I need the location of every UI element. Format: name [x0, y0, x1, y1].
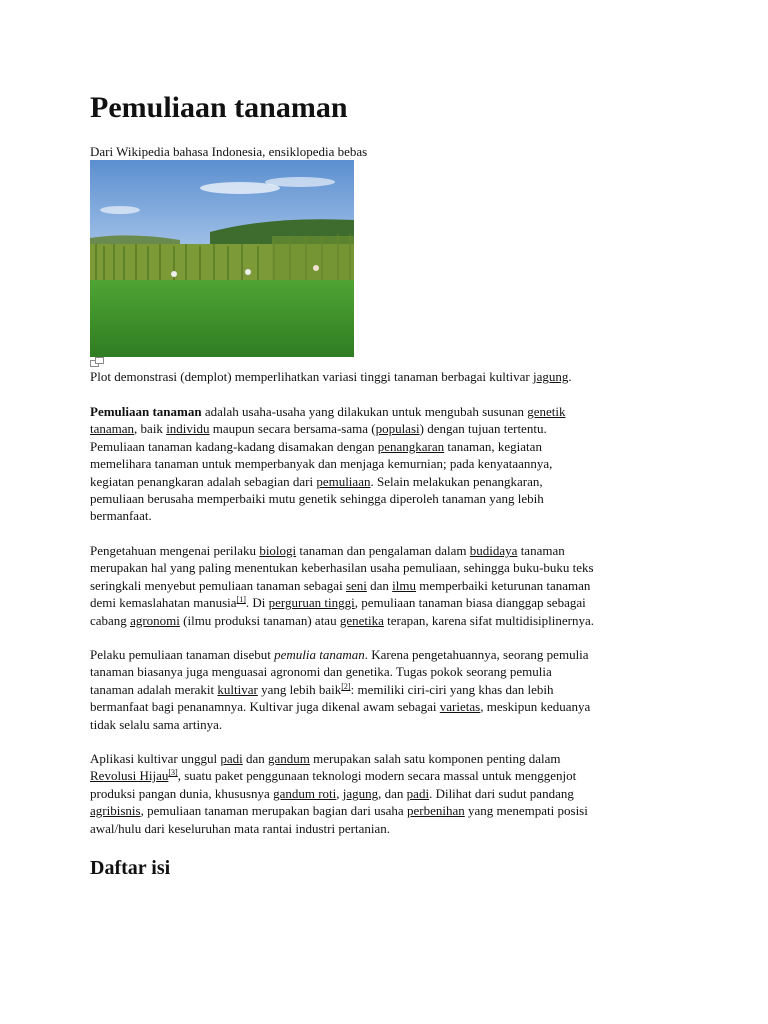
- text-line: [90, 473, 680, 490]
- text-line: [90, 542, 680, 559]
- text-line: [90, 750, 680, 767]
- text-line: pemuliaan berusaha memperbaiki mutu genetik sehingga diperoleh tanaman yang lebih: [90, 491, 544, 507]
- link-gandum[interactable]: gandum: [268, 751, 310, 766]
- text-line: [90, 698, 680, 715]
- text-line: merupakan hal yang paling menentukan keberhasilan usaha pemuliaan, sehingga buku-buku teks: [90, 560, 594, 576]
- link-populasi[interactable]: populasi: [375, 421, 420, 437]
- text: : memiliki ciri-ciri yang khas dan lebih: [350, 681, 554, 697]
- image-caption: [90, 369, 572, 385]
- text: , pemuliaan tanaman biasa dianggap sebagai: [354, 595, 586, 611]
- text: , pemuliaan tanaman merupakan bagian dari usaha: [140, 803, 407, 819]
- link-varietas[interactable]: varietas: [439, 699, 481, 715]
- link-kultivar[interactable]: kultivar: [217, 681, 258, 697]
- link-seni[interactable]: seni: [345, 577, 367, 593]
- text-line: [90, 594, 680, 611]
- link-perbenihan[interactable]: perbenihan: [406, 803, 465, 819]
- text-line: [90, 646, 680, 663]
- text: maupun secara bersama-sama (: [209, 421, 376, 437]
- text: , suatu paket penggunaan teknologi modern secara massal untuk menggenjot: [177, 768, 577, 784]
- enlarge-icon[interactable]: [90, 357, 104, 367]
- text: , baik: [134, 421, 167, 437]
- text: tanaman adalah merakit: [90, 681, 218, 697]
- link-padi[interactable]: padi: [220, 751, 243, 766]
- site-tagline: Dari Wikipedia bahasa Indonesia, ensiklopedia bebas: [90, 144, 368, 159]
- reference-2[interactable]: [2]: [341, 681, 351, 691]
- text: tanaman, kegiatan: [444, 438, 542, 454]
- bold-term: Pemuliaan tanaman: [90, 404, 202, 419]
- toc-heading: Daftar isi: [90, 857, 171, 879]
- link-jagung[interactable]: jagung: [532, 369, 569, 384]
- link-ilmu[interactable]: ilmu: [392, 577, 417, 593]
- text: dan: [366, 577, 393, 593]
- text: . Karena pengetahuannya, seorang pemulia: [364, 647, 589, 662]
- link-padi[interactable]: padi: [406, 785, 430, 801]
- link-biologi[interactable]: biologi: [259, 543, 297, 558]
- text: memperbaiki keturunan tanaman: [416, 577, 591, 593]
- text: terapan, karena sifat multidisiplinernya.: [383, 612, 594, 628]
- text: . Di: [245, 595, 269, 611]
- link-gandum-roti[interactable]: gandum roti: [273, 785, 337, 801]
- text: yang lebih baik: [257, 681, 342, 697]
- text: . Dilihat dari sudut pandang: [429, 785, 574, 801]
- text-line: [90, 785, 680, 802]
- text: yang menempati posisi: [464, 803, 588, 819]
- paragraph-knowledge: [90, 542, 680, 629]
- link-agribisnis[interactable]: agribisnis: [90, 803, 141, 819]
- text: cabang: [90, 612, 131, 628]
- italic-term: pemulia tanaman: [274, 647, 365, 662]
- cornfield-illustration: [90, 160, 354, 357]
- paragraph-intro: [90, 403, 680, 525]
- text-line: [90, 612, 680, 629]
- text-line: [90, 403, 680, 420]
- paragraph-breeder: [90, 646, 680, 733]
- text: , dan: [378, 785, 407, 801]
- text-line: [90, 802, 680, 819]
- text: kegiatan penangkaran adalah sebagian dari: [90, 473, 317, 489]
- text: (ilmu produksi tanaman) atau: [179, 612, 340, 628]
- reference-1[interactable]: [1]: [236, 595, 246, 605]
- text: seringkali menyebut pemuliaan tanaman sebagai: [90, 577, 346, 593]
- text: ) dengan tujuan tertentu.: [419, 421, 547, 437]
- text: tanaman dan pengalaman dalam: [296, 543, 470, 558]
- cornfield-photo[interactable]: [90, 160, 354, 357]
- text: Pelaku pemuliaan tanaman disebut: [90, 647, 275, 662]
- text-line: [90, 767, 680, 784]
- link-genetik-tanaman[interactable]: genetik: [527, 404, 566, 419]
- text-line: bermanfaat.: [90, 508, 152, 524]
- text: demi kemaslahatan manusia: [90, 595, 237, 611]
- text: Pengetahuan mengenai perilaku: [90, 543, 260, 558]
- link-jagung[interactable]: jagung: [342, 785, 379, 801]
- text-line: tanaman biasanya juga menguasai agronomi dan genetika. Tugas pokok seorang pemulia: [90, 664, 552, 680]
- text-line: [90, 420, 680, 437]
- text-line: awal/hulu dari keseluruhan mata rantai industri pertanian.: [90, 820, 390, 836]
- text: produksi pangan dunia, khususnya: [90, 785, 274, 801]
- text-line: [90, 577, 680, 594]
- page-title: Pemuliaan tanaman: [90, 91, 348, 124]
- link-individu[interactable]: individu: [166, 421, 210, 437]
- caption-text: Plot demonstrasi (demplot) memperlihatkan variasi tinggi tanaman berbagai kultivar: [90, 369, 533, 384]
- text-line: [90, 681, 680, 698]
- text: ,: [336, 785, 343, 801]
- text: Pemuliaan tanaman kadang-kadang disamakan dengan: [90, 438, 378, 454]
- link-genetik-tanaman[interactable]: tanaman: [90, 421, 135, 437]
- link-penangkaran[interactable]: penangkaran: [377, 438, 445, 454]
- reference-3[interactable]: [3]: [168, 768, 178, 778]
- text: dan: [242, 751, 269, 766]
- link-perguruan-tinggi[interactable]: perguruan tinggi: [268, 595, 355, 611]
- link-pemuliaan[interactable]: pemuliaan: [316, 473, 371, 489]
- link-budidaya[interactable]: budidaya: [469, 543, 518, 558]
- text-line: memelihara tanaman untuk memperbanyak dan menjaga kemurnian; pada kenyataannya,: [90, 456, 553, 472]
- text: Aplikasi kultivar unggul: [90, 751, 221, 766]
- link-revolusi-hijau[interactable]: Revolusi Hijau: [90, 768, 169, 784]
- text: , meskipun keduanya: [480, 699, 591, 715]
- text-line: tidak selalu sama artinya.: [90, 716, 223, 732]
- link-agronomi[interactable]: agronomi: [130, 612, 180, 628]
- text: tanaman: [517, 543, 565, 558]
- paragraph-application: [90, 750, 680, 837]
- text: merupakan salah satu komponen penting dalam: [309, 751, 561, 766]
- text: adalah usaha-usaha yang dilakukan untuk mengubah susunan: [201, 404, 528, 419]
- text: bermanfaat bagi penanamnya. Kultivar juga dikenal awam sebagai: [90, 699, 440, 715]
- link-genetika[interactable]: genetika: [339, 612, 384, 628]
- caption-end: .: [568, 369, 572, 384]
- text-line: [90, 438, 680, 455]
- text: . Selain melakukan penangkaran,: [370, 473, 543, 489]
